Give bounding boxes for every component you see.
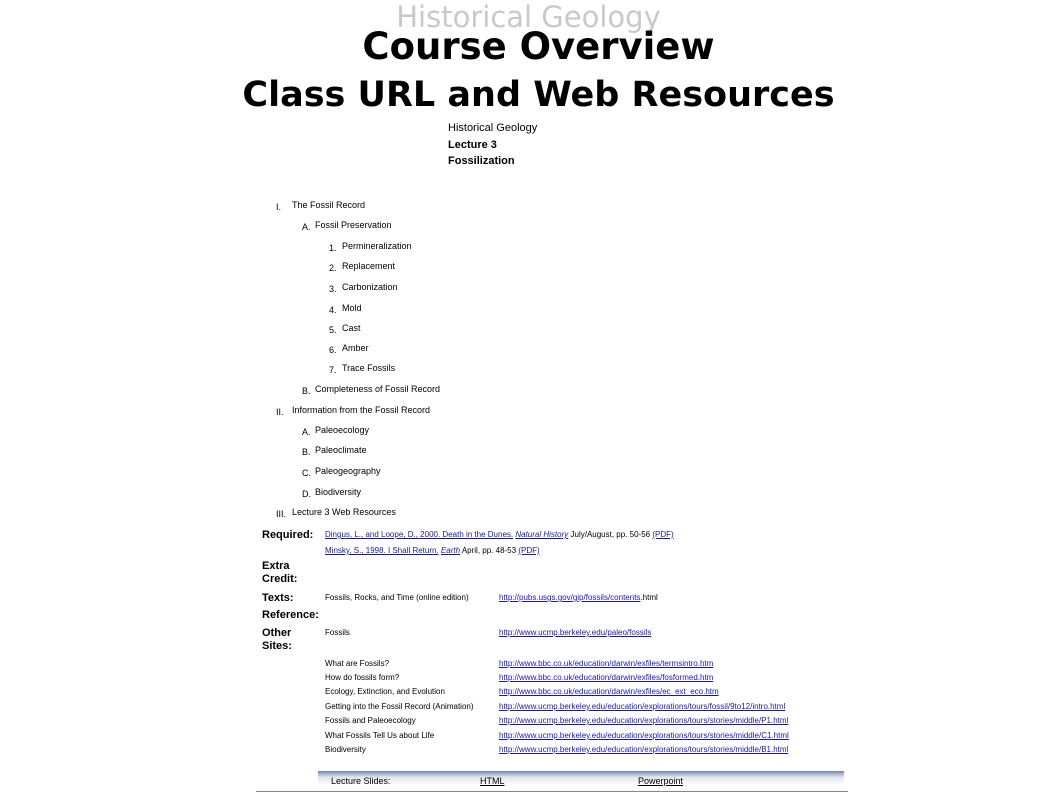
reference-label: Reference: bbox=[262, 609, 319, 621]
outline-item: 1. Permineralization bbox=[329, 241, 412, 253]
pdf-link[interactable]: (PDF) bbox=[652, 530, 674, 539]
site-link[interactable]: http://www.ucmp.berkeley.edu/paleo/fossils bbox=[499, 628, 652, 637]
site-title: Getting into the Fossil Record (Animation) bbox=[325, 702, 474, 711]
required-link[interactable]: Minsky, S., 1998. I Shall Return. bbox=[325, 546, 439, 555]
site-title: What are Fossils? bbox=[325, 659, 390, 668]
outline-item: A. Fossil Preservation bbox=[302, 220, 392, 232]
required-source[interactable]: Natural History bbox=[515, 530, 569, 539]
required-reading: Minsky, S., 1998. I Shall Return. Earth April, pp. 48-53 (PDF) bbox=[325, 546, 540, 555]
required-reading: Dingus, L., and Loope, D., 2000. Death in the Dunes. Natural History July/August, pp. 50-56 (PDF) bbox=[325, 530, 674, 539]
site-title: Fossils and Paleoecology bbox=[325, 716, 416, 725]
doc-course: Historical Geology bbox=[448, 122, 538, 134]
required-source[interactable]: Earth bbox=[440, 546, 461, 555]
extra-credit-label: Extra bbox=[262, 560, 290, 572]
required-label: Required: bbox=[262, 529, 314, 541]
text-url: http://pubs.usgs.gov/gip/fossils/contents.html bbox=[499, 593, 658, 602]
lecture-slides-bar bbox=[318, 771, 844, 789]
site-title: Fossils bbox=[325, 628, 350, 637]
slides-html-link[interactable]: HTML bbox=[480, 776, 505, 786]
outline-item: B. Completeness of Fossil Record bbox=[302, 384, 441, 396]
site-link[interactable]: http://www.bbc.co.uk/education/darwin/exfiles/ec_ext_eco.htm bbox=[499, 687, 719, 696]
outline-item: 3. Carbonization bbox=[329, 282, 398, 294]
outline-item: 2. Replacement bbox=[329, 261, 396, 273]
pdf-link[interactable]: (PDF) bbox=[518, 546, 540, 555]
doc-topic: Fossilization bbox=[448, 155, 515, 167]
outline-item: 7. Trace Fossils bbox=[329, 363, 396, 375]
outline-item: I. The Fossil Record bbox=[276, 200, 366, 212]
outline-item: B. Paleoclimate bbox=[302, 445, 367, 457]
site-link[interactable]: http://www.ucmp.berkeley.edu/education/explorations/tours/fossil/9to12/intro.html bbox=[499, 702, 786, 711]
site-link[interactable]: http://www.ucmp.berkeley.edu/education/explorations/tours/stories/middle/C1.html bbox=[499, 731, 789, 740]
texts-label: Texts: bbox=[262, 592, 294, 604]
page-title: Course Overview bbox=[362, 25, 715, 68]
doc-lecture: Lecture 3 bbox=[448, 139, 497, 151]
site-title: Biodiversity bbox=[325, 745, 366, 754]
site-title: Ecology, Extinction, and Evolution bbox=[325, 687, 445, 696]
other-sites-label: Other bbox=[262, 627, 292, 639]
outline-item: C. Paleogeography bbox=[302, 466, 381, 478]
site-link[interactable]: http://www.ucmp.berkeley.edu/education/explorations/tours/stories/middle/P1.html bbox=[499, 716, 789, 725]
bottom-divider bbox=[256, 791, 848, 792]
outline-item: A. Paleoecology bbox=[302, 425, 370, 437]
required-link[interactable]: Dingus, L., and Loope, D., 2000. Death in the Dunes. bbox=[325, 530, 514, 539]
site-title: What Fossils Tell Us about Life bbox=[325, 731, 435, 740]
text-link[interactable]: http://pubs.usgs.gov/gip/fossils/contents bbox=[499, 593, 641, 602]
outline-item: 6. Amber bbox=[329, 343, 369, 355]
text-title: Fossils, Rocks, and Time (online edition) bbox=[325, 593, 469, 602]
outline-item: 4. Mold bbox=[329, 303, 362, 315]
outline-item: III. Lecture 3 Web Resources bbox=[276, 507, 396, 519]
other-sites-label: Sites: bbox=[262, 640, 292, 652]
site-link[interactable]: http://www.bbc.co.uk/education/darwin/exfiles/fosformed.htm bbox=[499, 673, 714, 682]
ghost-title: Historical Geology bbox=[396, 0, 661, 34]
outline-item: 5. Cast bbox=[329, 323, 361, 335]
site-title: How do fossils form? bbox=[325, 673, 400, 682]
extra-credit-label: Credit: bbox=[262, 573, 298, 585]
page-subtitle: Class URL and Web Resources bbox=[242, 75, 835, 115]
site-link[interactable]: http://www.ucmp.berkeley.edu/education/explorations/tours/stories/middle/B1.html bbox=[499, 745, 789, 754]
outline-item: II. Information from the Fossil Record bbox=[276, 405, 431, 417]
outline-item: D. Biodiversity bbox=[302, 487, 362, 499]
lecture-slides-label: Lecture Slides: bbox=[331, 776, 391, 786]
site-link[interactable]: http://www.bbc.co.uk/education/darwin/exfiles/termsintro.htm bbox=[499, 659, 714, 668]
slides-powerpoint-link[interactable]: Powerpoint bbox=[638, 776, 684, 786]
